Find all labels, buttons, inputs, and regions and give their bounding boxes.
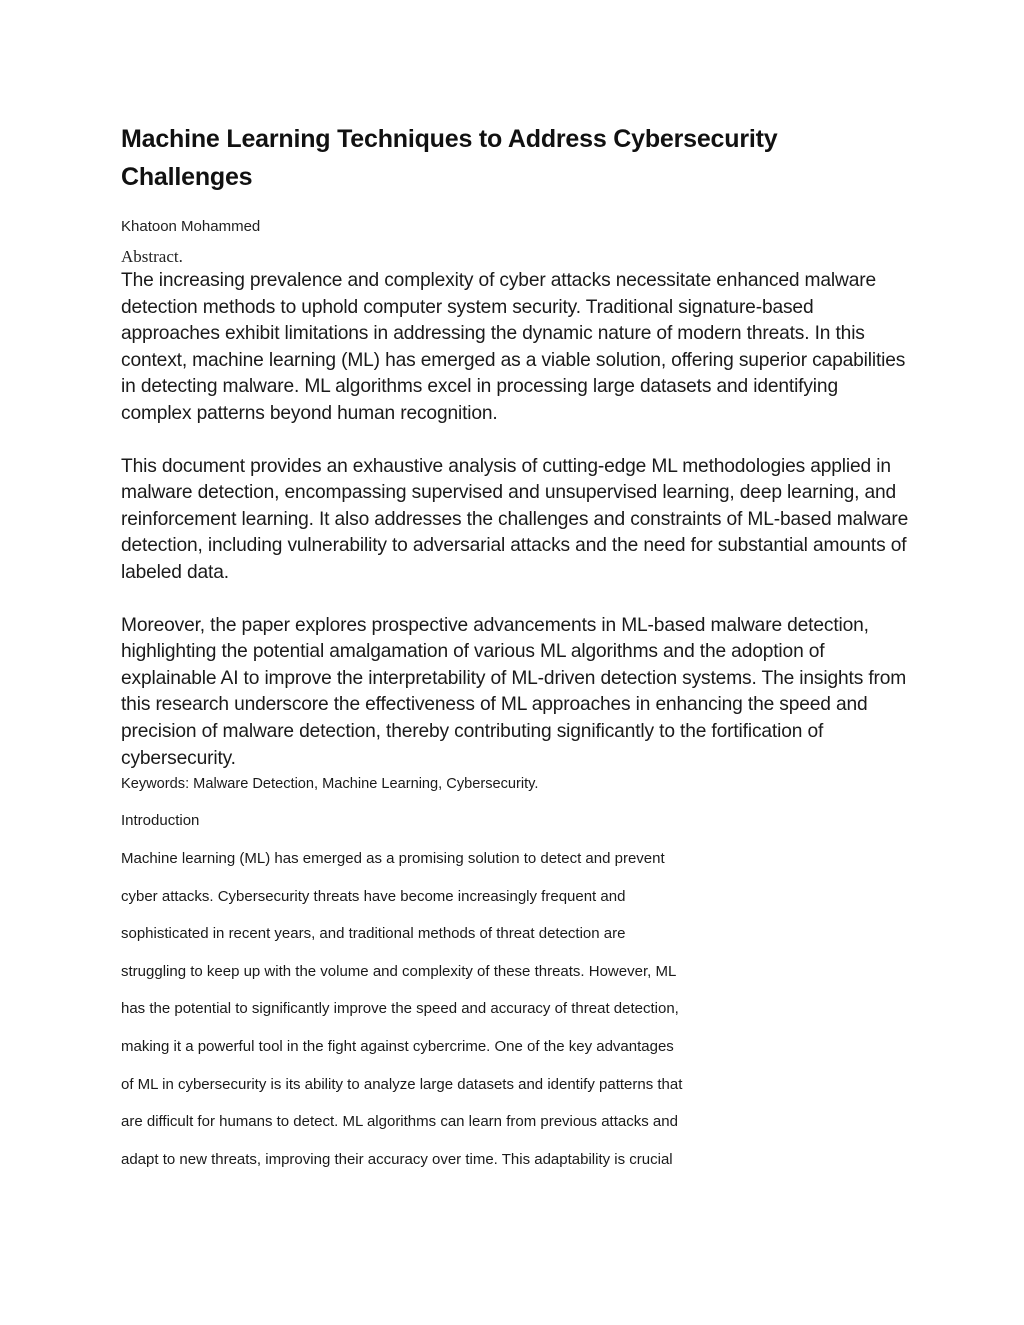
section-heading-introduction: Introduction	[121, 812, 200, 830]
keywords: Keywords: Malware Detection, Machine Learning, Cybersecurity.	[121, 776, 539, 793]
introduction-line: adapt to new threats, improving their accuracy over time. This adaptability is crucial	[121, 1150, 673, 1168]
abstract-paragraph: The increasing prevalence and complexity of cyber attacks necessitate enhanced malware detection methods to uphold computer system security. Traditional signature-based approaches exhibit limitations in addressing the dynamic nature of modern threats. In this context, machine learning (ML) has emerged as a viable solution, offering superior capabilities in detecting malware. ML algorithms excel in processing large datasets and identifying complex patterns beyond human recognition.	[121, 270, 906, 424]
introduction-line: are difficult for humans to detect. ML algorithms can learn from previous attacks and	[121, 1113, 678, 1131]
introduction-line: cyber attacks. Cybersecurity threats have become increasingly frequent and	[121, 887, 626, 905]
introduction-line: making it a powerful tool in the fight against cybercrime. One of the key advantages	[121, 1038, 674, 1056]
abstract-body	[121, 268, 911, 772]
introduction-body	[121, 840, 911, 1178]
introduction-line: Machine learning (ML) has emerged as a promising solution to detect and prevent	[121, 850, 665, 868]
paper-page	[121, 120, 911, 1178]
abstract-paragraph: Moreover, the paper explores prospective advancements in ML-based malware detection, highlighting the potential amalgamation of various ML algorithms and the adoption of explainable AI to improve the interpretability of ML-driven detection systems. The insights from this research underscore the effectiveness of ML approaches in enhancing the speed and precision of malware detection, thereby contributing significantly to the fortification of cybersecurity.	[121, 614, 907, 769]
abstract-label: Abstract.	[121, 247, 183, 266]
introduction-line: sophisticated in recent years, and traditional methods of threat detection are	[121, 925, 626, 943]
introduction-line: of ML in cybersecurity is its ability to analyze large datasets and identify patterns that	[121, 1075, 683, 1093]
abstract-paragraph: This document provides an exhaustive analysis of cutting-edge ML methodologies applied in malware detection, encompassing supervised and unsupervised learning, deep learning, and reinforcement learning. It also addresses the challenges and constraints of ML-based malware detection, including vulnerability to adversarial attacks and the need for substantial amounts of labeled data.	[121, 455, 909, 583]
paper-title: Machine Learning Techniques to Address Cybersecurity Challenges	[121, 125, 778, 191]
introduction-line: has the potential to significantly improve the speed and accuracy of threat detection,	[121, 1000, 679, 1018]
introduction-line: struggling to keep up with the volume and complexity of these threats. However, ML	[121, 962, 677, 980]
author-name: Khatoon Mohammed	[121, 218, 261, 235]
